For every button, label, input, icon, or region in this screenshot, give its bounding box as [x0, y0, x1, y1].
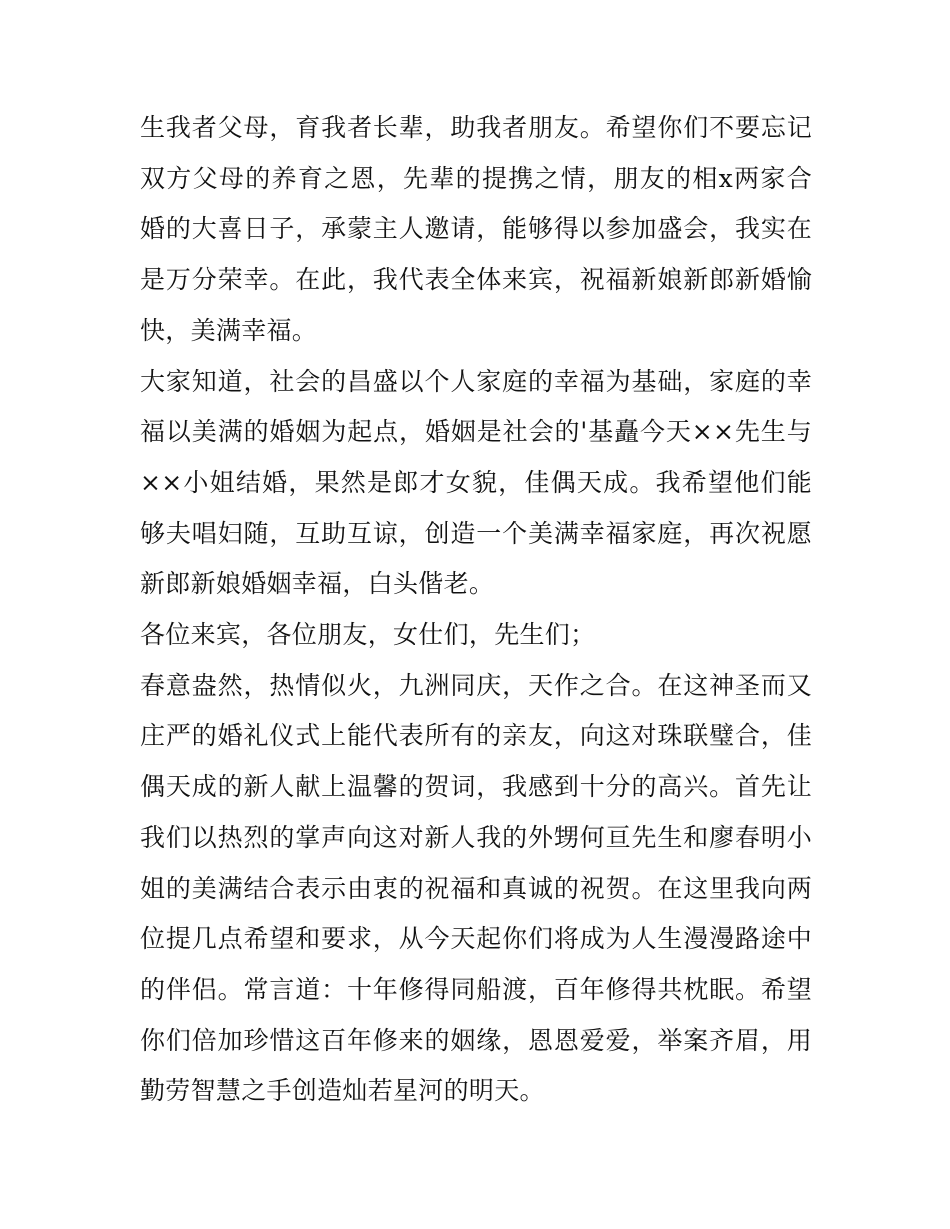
paragraph-2: 大家知道，社会的昌盛以个人家庭的幸福为基础，家庭的幸福以美满的婚姻为起点，婚姻是社会的'基矗今天××先生与××小姐结婚，果然是郎才女貌，佳偶天成。我希望他们能够夫唱妇随，互助互谅，创造一个美满幸福家庭，再次祝愿新郎新娘婚姻幸福，白头偕老。	[140, 366, 812, 599]
paragraph-4: 春意盎然，热情似火，九洲同庆，天作之合。在这神圣而又庄严的婚礼仪式上能代表所有的亲友，向这对珠联璧合，佳偶天成的新人献上温馨的贺词，我感到十分的高兴。首先让我们以热烈的掌声向这对新人我的外甥何亘先生和廖春明小姐的美满结合表示由衷的祝福和真诚的祝贺。在这里我向两位提几点希望和要求，从今天起你们将成为人生漫漫路途中的伴侣。常言道：十年修得同船渡，百年修得共枕眠。希望你们倍加珍惜这百年修来的姻缘，恩恩爱爱，举案齐眉，用勤劳智慧之手创造灿若星河的明天。	[140, 670, 812, 1106]
paragraph-1: 生我者父母，育我者长辈，助我者朋友。希望你们不要忘记双方父母的养育之恩，先辈的提携之情，朋友的相x两家合婚的大喜日子，承蒙主人邀请，能够得以参加盛会，我实在是万分荣幸。在此，我代表全体来宾，祝福新娘新郎新婚愉快，美满幸福。	[140, 113, 812, 345]
paragraph-3: 各位来宾，各位朋友，女仕们，先生们；	[140, 620, 596, 650]
document-body	[140, 103, 812, 1117]
